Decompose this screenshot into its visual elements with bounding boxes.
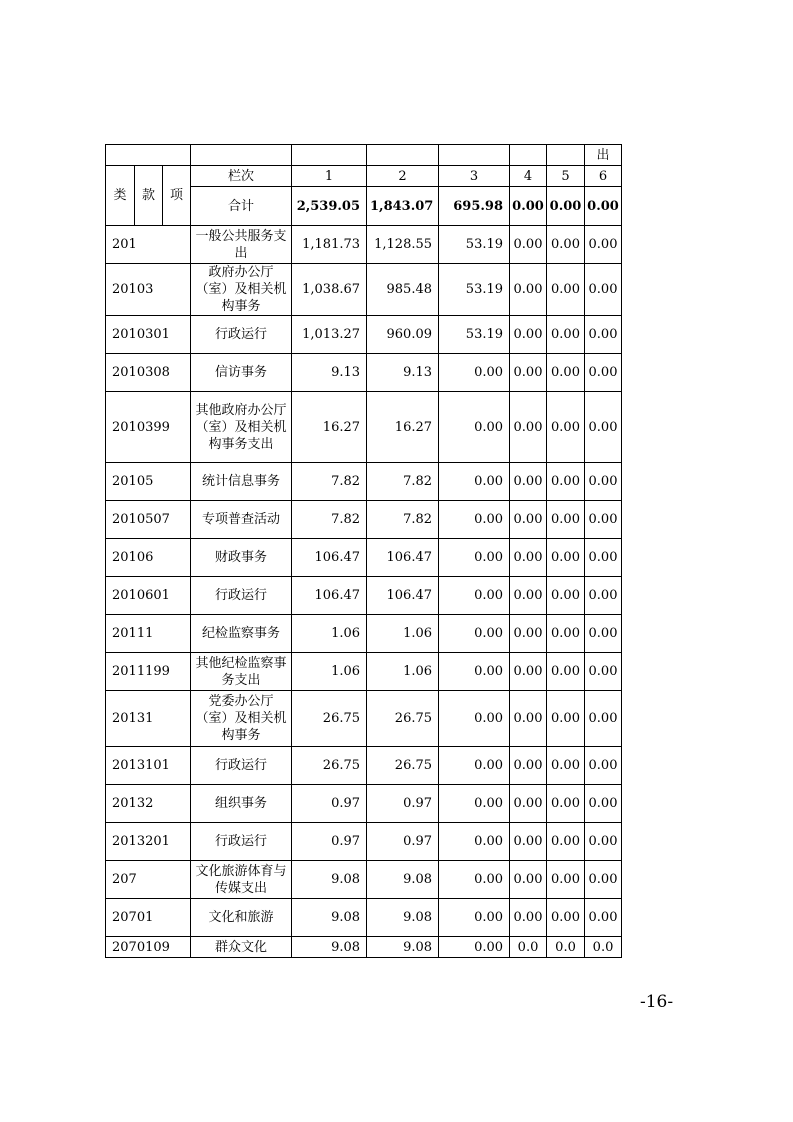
- header-cell: [547, 145, 585, 166]
- value-6-cell: 0.00: [585, 653, 622, 691]
- value-5-cell: 0.00: [547, 463, 585, 501]
- table-row: [106, 899, 622, 937]
- value-6-cell: 0.0: [585, 937, 622, 958]
- header-col-3: 3: [439, 166, 510, 187]
- value-4-cell: 0.00: [510, 577, 547, 615]
- total-value-6: 0.00: [585, 187, 622, 226]
- code-cell: 2013101: [106, 747, 191, 785]
- name-cell: 其他纪检监察事务支出: [191, 653, 292, 691]
- value-2-cell: 960.09: [367, 316, 439, 354]
- header-kuan: 款: [135, 166, 163, 226]
- budget-table: [105, 144, 622, 958]
- total-value-3: 695.98: [439, 187, 510, 226]
- header-cell: [292, 145, 367, 166]
- value-3-cell: 0.00: [439, 899, 510, 937]
- code-cell: 20105: [106, 463, 191, 501]
- header-row-lanci: [106, 166, 622, 187]
- value-4-cell: 0.00: [510, 392, 547, 463]
- value-6-cell: 0.00: [585, 316, 622, 354]
- value-5-cell: 0.00: [547, 615, 585, 653]
- value-2-cell: 9.08: [367, 899, 439, 937]
- value-2-cell: 1,128.55: [367, 226, 439, 264]
- header-cell: [106, 145, 191, 166]
- name-cell: 文化和旅游: [191, 899, 292, 937]
- value-2-cell: 26.75: [367, 691, 439, 747]
- name-cell: 行政运行: [191, 577, 292, 615]
- header-xiang: 项: [163, 166, 191, 226]
- value-2-cell: 9.08: [367, 937, 439, 958]
- value-1-cell: 7.82: [292, 501, 367, 539]
- value-1-cell: 26.75: [292, 691, 367, 747]
- name-cell: 行政运行: [191, 823, 292, 861]
- table-row: [106, 577, 622, 615]
- value-4-cell: 0.00: [510, 316, 547, 354]
- page-number: -16-: [640, 992, 674, 1012]
- value-1-cell: 1,038.67: [292, 264, 367, 316]
- table-row: [106, 539, 622, 577]
- value-4-cell: 0.00: [510, 747, 547, 785]
- name-cell: 行政运行: [191, 316, 292, 354]
- value-3-cell: 0.00: [439, 577, 510, 615]
- name-cell: 文化旅游体育与传媒支出: [191, 861, 292, 899]
- value-6-cell: 0.00: [585, 463, 622, 501]
- code-cell: 2011199: [106, 653, 191, 691]
- value-5-cell: 0.0: [547, 937, 585, 958]
- value-6-cell: 0.00: [585, 747, 622, 785]
- code-cell: 2070109: [106, 937, 191, 958]
- value-5-cell: 0.00: [547, 691, 585, 747]
- value-6-cell: 0.00: [585, 785, 622, 823]
- value-2-cell: 0.97: [367, 823, 439, 861]
- value-2-cell: 106.47: [367, 577, 439, 615]
- value-1-cell: 0.97: [292, 823, 367, 861]
- value-4-cell: 0.00: [510, 823, 547, 861]
- value-6-cell: 0.00: [585, 501, 622, 539]
- table-row: [106, 653, 622, 691]
- code-cell: 2010301: [106, 316, 191, 354]
- table-row: [106, 747, 622, 785]
- name-cell: 其他政府办公厅（室）及相关机构事务支出: [191, 392, 292, 463]
- header-lanci: 栏次: [191, 166, 292, 187]
- code-cell: 20106: [106, 539, 191, 577]
- name-cell: 财政事务: [191, 539, 292, 577]
- value-3-cell: 0.00: [439, 937, 510, 958]
- value-3-cell: 0.00: [439, 823, 510, 861]
- value-5-cell: 0.00: [547, 747, 585, 785]
- table-row: [106, 501, 622, 539]
- table-row: [106, 354, 622, 392]
- table-body: [106, 145, 622, 958]
- code-cell: 20701: [106, 899, 191, 937]
- value-3-cell: 0.00: [439, 501, 510, 539]
- value-5-cell: 0.00: [547, 316, 585, 354]
- value-5-cell: 0.00: [547, 392, 585, 463]
- header-col-2: 2: [367, 166, 439, 187]
- value-6-cell: 0.00: [585, 226, 622, 264]
- value-3-cell: 0.00: [439, 539, 510, 577]
- value-6-cell: 0.00: [585, 691, 622, 747]
- value-6-cell: 0.00: [585, 264, 622, 316]
- value-1-cell: 9.13: [292, 354, 367, 392]
- value-1-cell: 9.08: [292, 899, 367, 937]
- value-3-cell: 0.00: [439, 653, 510, 691]
- value-5-cell: 0.00: [547, 264, 585, 316]
- value-4-cell: 0.00: [510, 691, 547, 747]
- total-value-4: 0.00: [510, 187, 547, 226]
- value-4-cell: 0.00: [510, 899, 547, 937]
- value-6-cell: 0.00: [585, 861, 622, 899]
- table-row: [106, 861, 622, 899]
- value-3-cell: 53.19: [439, 264, 510, 316]
- total-value-2: 1,843.07: [367, 187, 439, 226]
- name-cell: 党委办公厅（室）及相关机构事务: [191, 691, 292, 747]
- value-2-cell: 7.82: [367, 501, 439, 539]
- code-cell: 20103: [106, 264, 191, 316]
- value-1-cell: 7.82: [292, 463, 367, 501]
- value-3-cell: 0.00: [439, 392, 510, 463]
- code-cell: 2013201: [106, 823, 191, 861]
- value-5-cell: 0.00: [547, 354, 585, 392]
- value-2-cell: 1.06: [367, 615, 439, 653]
- name-cell: 纪检监察事务: [191, 615, 292, 653]
- value-4-cell: 0.00: [510, 501, 547, 539]
- value-4-cell: 0.00: [510, 615, 547, 653]
- value-2-cell: 1.06: [367, 653, 439, 691]
- value-3-cell: 0.00: [439, 861, 510, 899]
- header-cell: [191, 145, 292, 166]
- value-1-cell: 1,013.27: [292, 316, 367, 354]
- value-6-cell: 0.00: [585, 615, 622, 653]
- header-row-top: [106, 145, 622, 166]
- name-cell: 群众文化: [191, 937, 292, 958]
- value-5-cell: 0.00: [547, 823, 585, 861]
- value-5-cell: 0.00: [547, 653, 585, 691]
- header-col-4: 4: [510, 166, 547, 187]
- table-row: [106, 785, 622, 823]
- value-2-cell: 9.08: [367, 861, 439, 899]
- value-2-cell: 9.13: [367, 354, 439, 392]
- value-6-cell: 0.00: [585, 354, 622, 392]
- code-cell: 2010601: [106, 577, 191, 615]
- name-cell: 组织事务: [191, 785, 292, 823]
- table-row: [106, 392, 622, 463]
- value-4-cell: 0.00: [510, 539, 547, 577]
- code-cell: 207: [106, 861, 191, 899]
- total-value-1: 2,539.05: [292, 187, 367, 226]
- header-cell: [510, 145, 547, 166]
- value-1-cell: 0.97: [292, 785, 367, 823]
- table-row: [106, 937, 622, 958]
- value-2-cell: 0.97: [367, 785, 439, 823]
- value-6-cell: 0.00: [585, 392, 622, 463]
- code-cell: 20131: [106, 691, 191, 747]
- value-2-cell: 26.75: [367, 747, 439, 785]
- value-3-cell: 53.19: [439, 316, 510, 354]
- value-1-cell: 9.08: [292, 937, 367, 958]
- name-cell: 行政运行: [191, 747, 292, 785]
- value-3-cell: 0.00: [439, 691, 510, 747]
- table-row: [106, 264, 622, 316]
- table-row: [106, 691, 622, 747]
- value-6-cell: 0.00: [585, 899, 622, 937]
- value-5-cell: 0.00: [547, 861, 585, 899]
- name-cell: 信访事务: [191, 354, 292, 392]
- value-1-cell: 1,181.73: [292, 226, 367, 264]
- code-cell: 2010308: [106, 354, 191, 392]
- code-cell: 20132: [106, 785, 191, 823]
- table-row: [106, 615, 622, 653]
- value-4-cell: 0.00: [510, 861, 547, 899]
- name-cell: 专项普查活动: [191, 501, 292, 539]
- value-3-cell: 53.19: [439, 226, 510, 264]
- value-4-cell: 0.00: [510, 653, 547, 691]
- value-1-cell: 26.75: [292, 747, 367, 785]
- value-3-cell: 0.00: [439, 615, 510, 653]
- table-row: [106, 463, 622, 501]
- value-3-cell: 0.00: [439, 785, 510, 823]
- value-4-cell: 0.00: [510, 785, 547, 823]
- header-top-label: 出: [585, 145, 622, 166]
- value-4-cell: 0.0: [510, 937, 547, 958]
- value-5-cell: 0.00: [547, 539, 585, 577]
- value-4-cell: 0.00: [510, 463, 547, 501]
- code-cell: 201: [106, 226, 191, 264]
- name-cell: 一般公共服务支出: [191, 226, 292, 264]
- value-6-cell: 0.00: [585, 577, 622, 615]
- value-1-cell: 106.47: [292, 539, 367, 577]
- code-cell: 2010507: [106, 501, 191, 539]
- table-row: [106, 316, 622, 354]
- value-4-cell: 0.00: [510, 226, 547, 264]
- value-2-cell: 106.47: [367, 539, 439, 577]
- value-5-cell: 0.00: [547, 577, 585, 615]
- value-1-cell: 1.06: [292, 653, 367, 691]
- value-4-cell: 0.00: [510, 354, 547, 392]
- value-6-cell: 0.00: [585, 823, 622, 861]
- value-5-cell: 0.00: [547, 785, 585, 823]
- value-4-cell: 0.00: [510, 264, 547, 316]
- value-2-cell: 16.27: [367, 392, 439, 463]
- value-3-cell: 0.00: [439, 354, 510, 392]
- value-2-cell: 7.82: [367, 463, 439, 501]
- name-cell: 政府办公厅（室）及相关机构事务: [191, 264, 292, 316]
- code-cell: 20111: [106, 615, 191, 653]
- total-value-5: 0.00: [547, 187, 585, 226]
- header-cell: [367, 145, 439, 166]
- total-label: 合计: [191, 187, 292, 226]
- header-cell: [439, 145, 510, 166]
- value-1-cell: 16.27: [292, 392, 367, 463]
- value-5-cell: 0.00: [547, 899, 585, 937]
- name-cell: 统计信息事务: [191, 463, 292, 501]
- value-2-cell: 985.48: [367, 264, 439, 316]
- value-1-cell: 1.06: [292, 615, 367, 653]
- value-1-cell: 9.08: [292, 861, 367, 899]
- value-6-cell: 0.00: [585, 539, 622, 577]
- header-col-1: 1: [292, 166, 367, 187]
- header-lei: 类: [106, 166, 135, 226]
- value-3-cell: 0.00: [439, 747, 510, 785]
- header-col-5: 5: [547, 166, 585, 187]
- value-5-cell: 0.00: [547, 501, 585, 539]
- table-row: [106, 226, 622, 264]
- table-row: [106, 823, 622, 861]
- code-cell: 2010399: [106, 392, 191, 463]
- value-3-cell: 0.00: [439, 463, 510, 501]
- header-col-6: 6: [585, 166, 622, 187]
- value-5-cell: 0.00: [547, 226, 585, 264]
- value-1-cell: 106.47: [292, 577, 367, 615]
